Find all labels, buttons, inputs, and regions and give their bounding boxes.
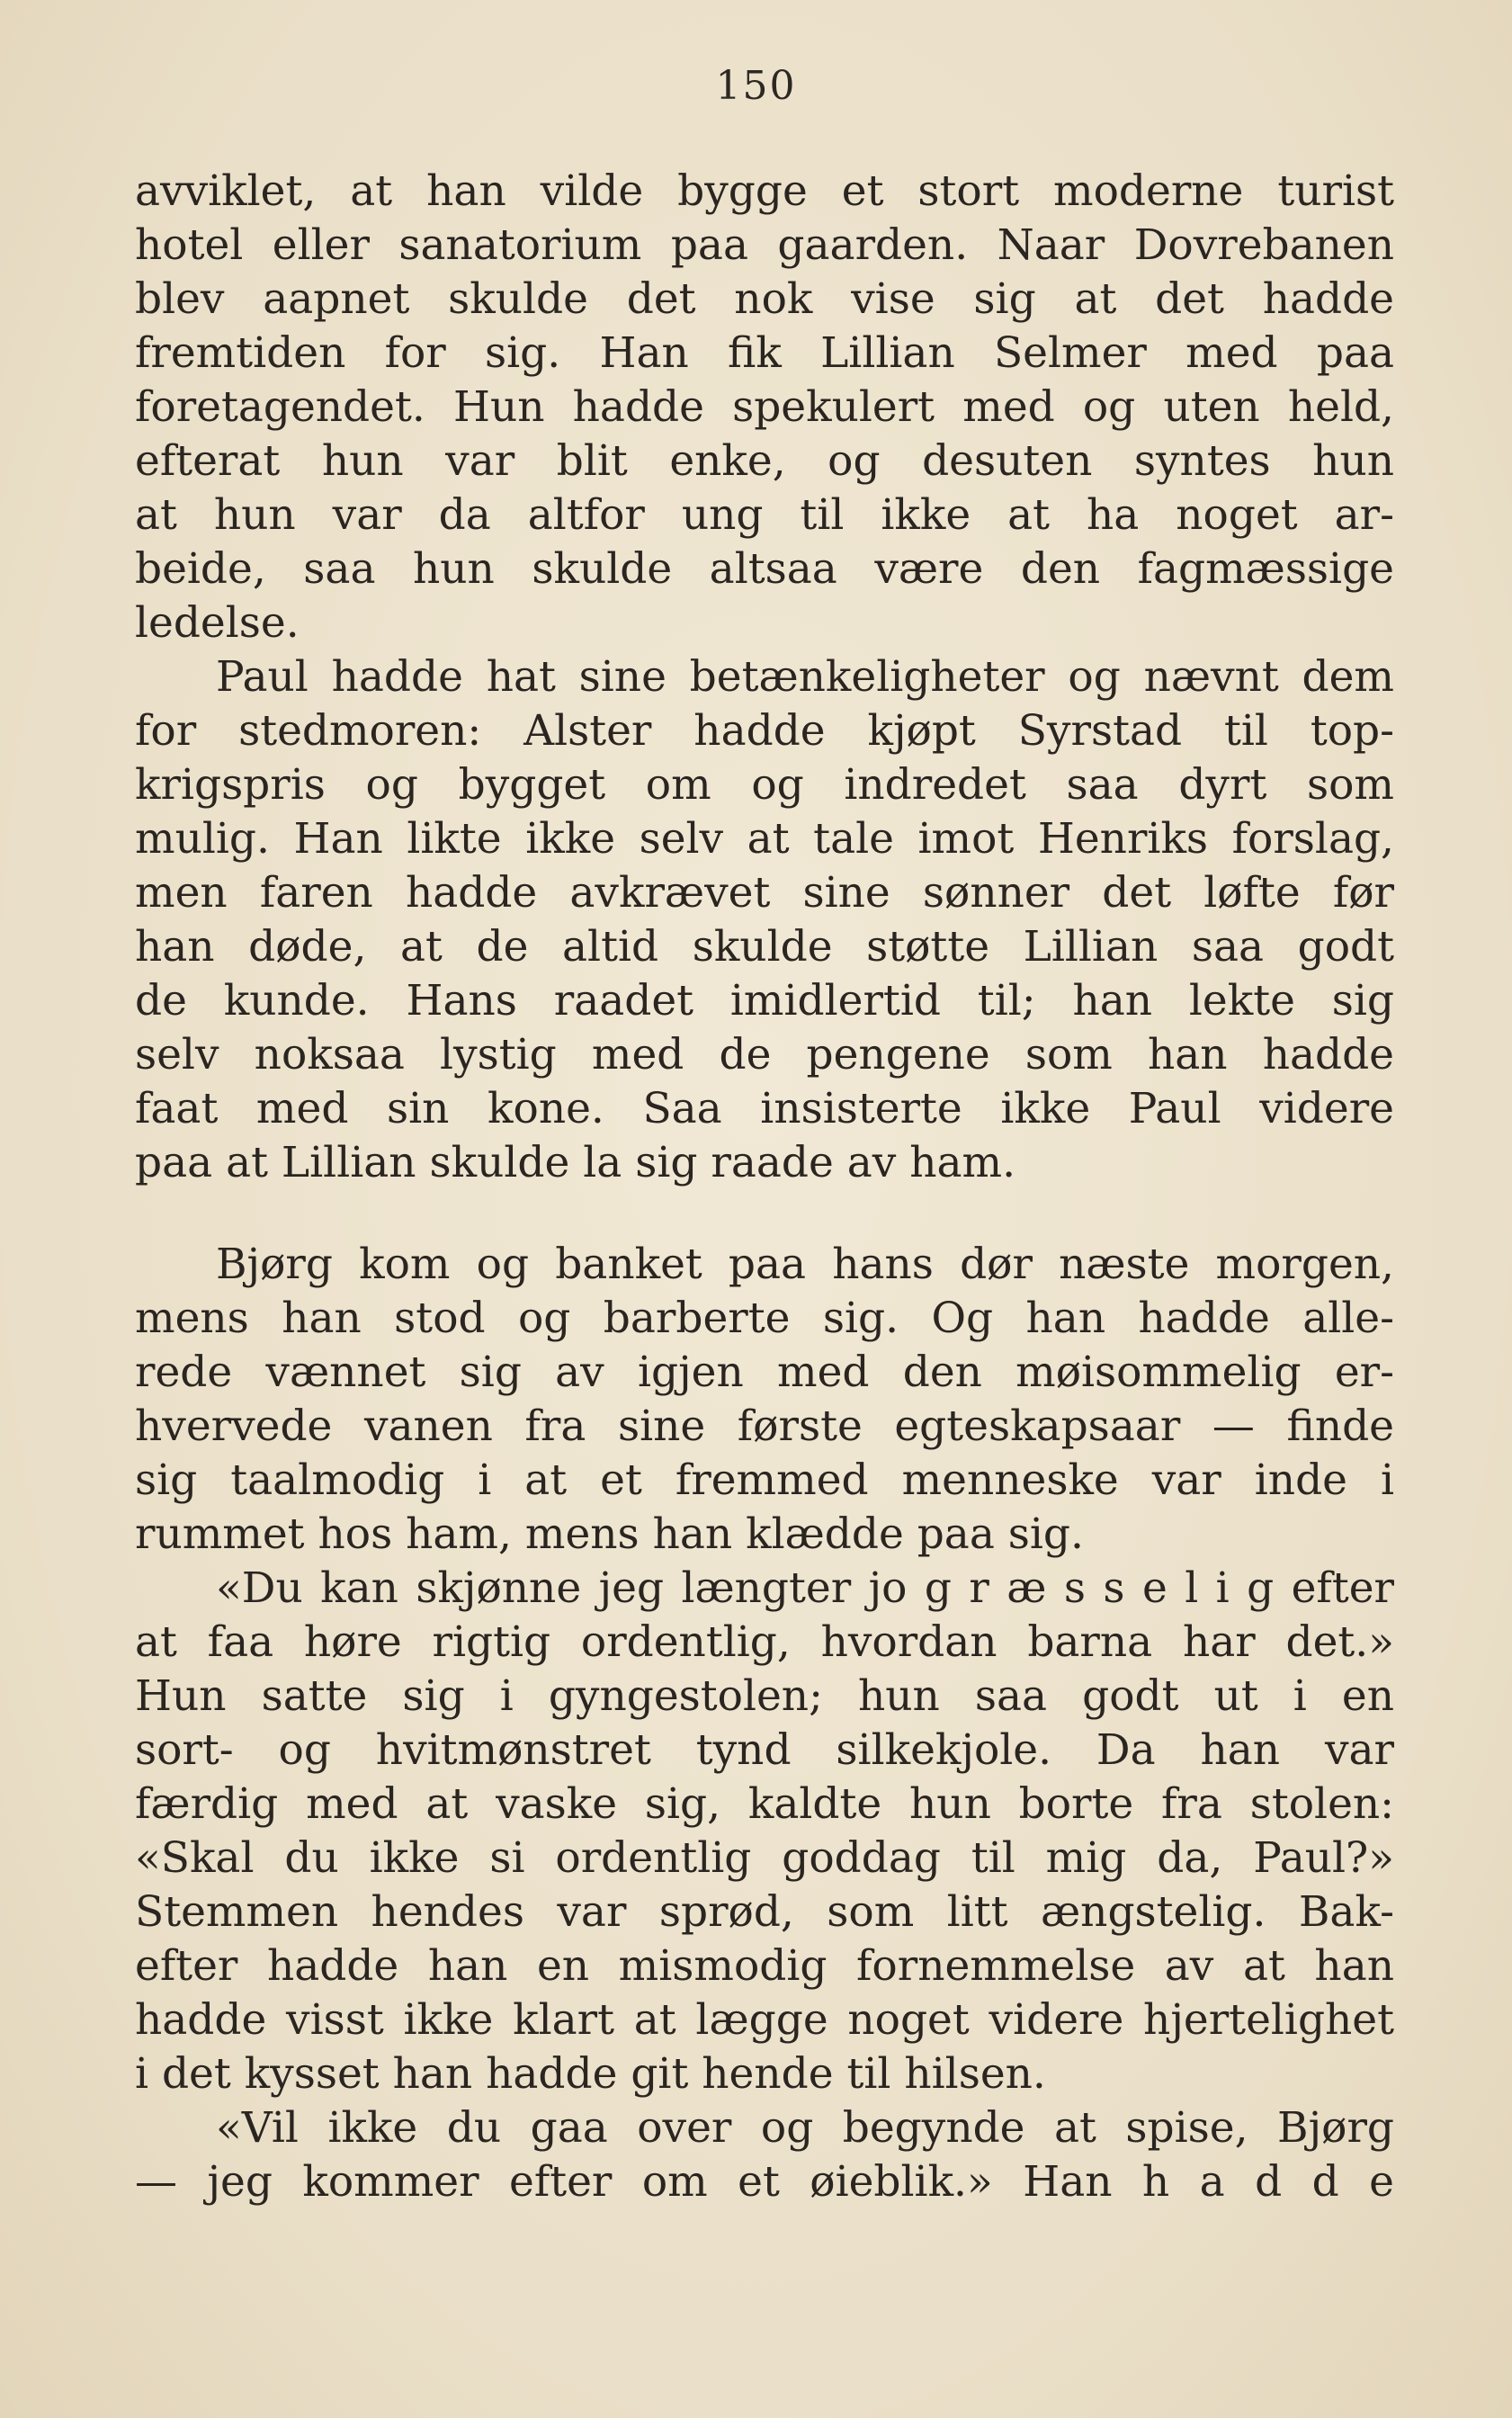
text-line: men faren hadde avkrævet sine sønner det løfte før bbox=[135, 868, 1394, 918]
text-line: paa at Lillian skulde la sig raade av ham. bbox=[135, 1138, 1016, 1187]
text-line: «Skal du ikke si ordentlig goddag til mig da, Paul?» bbox=[135, 1833, 1394, 1883]
text-line: at faa høre rigtig ordentlig, hvordan barna har det.» bbox=[135, 1617, 1394, 1667]
text-line: efterat hun var blit enke, og desuten syntes hun bbox=[135, 436, 1394, 486]
text-line: sig taalmodig i at et fremmed menneske var inde i bbox=[135, 1455, 1394, 1505]
text-line: for stedmoren: Alster hadde kjøpt Syrstad til top- bbox=[135, 706, 1394, 756]
text-line: avviklet, at han vilde bygge et stort moderne turist bbox=[135, 166, 1394, 216]
text-line: færdig med at vaske sig, kaldte hun borte fra stolen: bbox=[135, 1779, 1394, 1829]
text-line: rede vænnet sig av igjen med den møisommelig er- bbox=[135, 1348, 1394, 1397]
text-line: mens han stod og barberte sig. Og han hadde alle- bbox=[135, 1294, 1394, 1343]
text-line: beide, saa hun skulde altsaa være den fagmæssige bbox=[135, 544, 1394, 594]
text-line: Hun satte sig i gyngestolen; hun saa godt ut i en bbox=[135, 1671, 1394, 1721]
text-line: Stemmen hendes var sprød, som litt ængstelig. Bak- bbox=[135, 1887, 1394, 1937]
text-line: hadde visst ikke klart at lægge noget videre hjertelighet bbox=[135, 1995, 1394, 2045]
text-line: fremtiden for sig. Han fik Lillian Selmer med paa bbox=[135, 328, 1394, 378]
text-line: rummet hos ham, mens han klædde paa sig. bbox=[135, 1509, 1084, 1559]
text-line: sort- og hvitmønstret tynd silkekjole. Da han var bbox=[135, 1725, 1394, 1775]
text-line: krigspris og bygget om og indredet saa dyrt som bbox=[135, 760, 1394, 810]
text-line: Bjørg kom og banket paa hans dør næste morgen, bbox=[216, 1240, 1394, 1289]
text-line: mulig. Han likte ikke selv at tale imot Henriks forslag, bbox=[135, 814, 1394, 864]
text-line: ledelse. bbox=[135, 598, 300, 648]
page-number: 150 bbox=[715, 63, 797, 109]
text-line: efter hadde han en mismodig fornemmelse av at han bbox=[135, 1941, 1394, 1991]
text-line: «Du kan skjønne jeg længter jo g r æ s s e l i g efter bbox=[216, 1563, 1394, 1613]
text-line: hvervede vanen fra sine første egteskapsaar — finde bbox=[135, 1402, 1394, 1451]
text-block-1 bbox=[135, 165, 1394, 1190]
text-line: — jeg kommer efter om et øieblik.» Han h a d d e bbox=[135, 2157, 1394, 2207]
text-line: faat med sin kone. Saa insisterte ikke Paul videre bbox=[135, 1084, 1394, 1133]
text-line: selv noksaa lystig med de pengene som han hadde bbox=[135, 1030, 1394, 1079]
text-line: de kunde. Hans raadet imidlertid til; han lekte sig bbox=[135, 976, 1394, 1025]
text-line: foretagendet. Hun hadde spekulert med og uten held, bbox=[135, 382, 1394, 432]
text-block-2 bbox=[135, 1238, 1394, 2209]
text-line: i det kysset han hadde git hende til hilsen. bbox=[135, 2049, 1046, 2099]
text-line: han døde, at de altid skulde støtte Lillian saa godt bbox=[135, 922, 1394, 972]
text-line: blev aapnet skulde det nok vise sig at det hadde bbox=[135, 274, 1394, 324]
text-line: Paul hadde hat sine betænkeligheter og nævnt dem bbox=[216, 652, 1394, 702]
text-line: hotel eller sanatorium paa gaarden. Naar Dovrebanen bbox=[135, 220, 1394, 270]
text-line: «Vil ikke du gaa over og begynde at spise, Bjørg bbox=[216, 2103, 1394, 2153]
text-line: at hun var da altfor ung til ikke at ha noget ar- bbox=[135, 490, 1394, 540]
